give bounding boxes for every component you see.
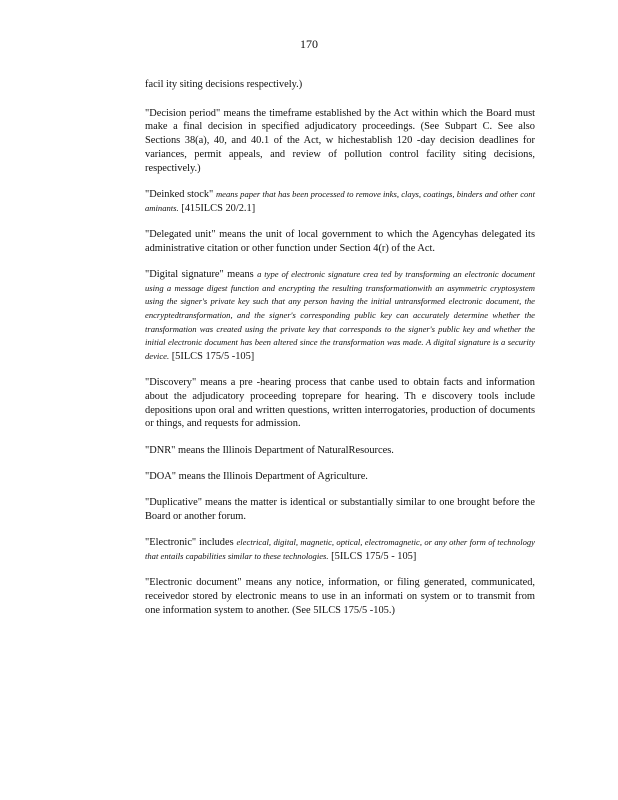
- definition-text: [415ILCS 20/2.1]: [181, 202, 256, 214]
- page-number: 170: [300, 37, 318, 51]
- definition-paragraph: [145, 536, 535, 563]
- definition-paragraph: [145, 107, 535, 176]
- quoted-statute-text: means paper that has been processed to remove inks, clays, coatings, binders and other cont aminants.: [145, 188, 535, 213]
- definition-paragraph: [145, 576, 535, 617]
- definition-term: "Electronic": [145, 537, 197, 549]
- continuation-text: facil ity siting decisions respectively.): [145, 79, 303, 90]
- definition-term: "Deinked stock": [145, 188, 214, 200]
- definition-text: means the timeframe established by the Act within which the Board must make a final decision in specified adjudicatory proceedings. (See Subpart C. See also Sections 38(a), 40, and 40.1 of the Act, w hichestablish 120 -day decision deadlines for variances, permit appeals, and review of pollution control facility siting decisions, respectively.): [145, 107, 536, 174]
- definition-text: means any notice, information, or filing generated, communicated, receivedor stored by electronic means to use in an informati on system or to transmit from one information system to another. (See 5ILCS 175/5 -105.): [145, 577, 536, 616]
- quoted-statute-text: electrical, digital, magnetic, optical, electromagnetic, or any other form of technology that entails capabilities similar to these technologies.: [145, 537, 535, 562]
- definitions-body: [145, 78, 535, 630]
- definition-term: "DNR": [145, 444, 176, 456]
- quoted-statute-text: a type of electronic signature crea ted by transforming an electronic document using a message digest function and encrypting the resulting transformationwith an asymmetric cryptosystem using the signer's private key such that any person having the initial untransformed electronic document, the encryptedtransformation, and the signer's corresponding public key can accurately determine whether the transformation was created using the private key that corresponds to the signer's public key and whether the initial electronic document has been altered since the transformation was made. A digital signature is a security device.: [145, 268, 535, 362]
- definition-paragraph: [145, 496, 535, 523]
- definition-paragraph: [145, 376, 535, 431]
- definition-text: [5ILCS 175/5 -105]: [171, 351, 255, 363]
- definition-paragraph: [145, 268, 535, 364]
- definition-term: "Digital signature": [145, 268, 224, 280]
- definition-term: "Delegated unit": [145, 228, 216, 240]
- definition-text: means a pre -hearing process that canbe used to obtain facts and information about the adjudicatory proceeding toprepare for hearing. Th e discovery tools include depositions upon oral and written questions, written interrogatories, production of documents or things, and requests for admission.: [145, 377, 535, 430]
- definition-text: means the Illinois Department of NaturalResources.: [178, 444, 394, 456]
- definition-term: "Electronic document": [145, 577, 242, 589]
- definition-paragraph: [145, 228, 535, 255]
- definition-text: means the Illinois Department of Agriculture.: [178, 471, 368, 483]
- definition-term: "Duplicative": [145, 497, 202, 509]
- definition-paragraph: [145, 444, 535, 458]
- definition-text: includes: [199, 537, 234, 549]
- definition-paragraph: [145, 470, 535, 484]
- definition-text: [5ILCS 175/5 - 105]: [331, 551, 417, 563]
- definition-term: "Decision period": [145, 107, 221, 119]
- definition-term: "Discovery": [145, 377, 197, 389]
- definition-term: "DOA": [145, 471, 176, 483]
- definition-text: means the unit of local government to which the Agencyhas delegated its administrative citation or other function under Section 4(r) of the Act.: [145, 228, 535, 254]
- definition-text: means: [227, 268, 254, 280]
- definition-paragraph: [145, 188, 535, 215]
- definition-text: means the matter is identical or substantially similar to one brought before the Board or another forum.: [145, 497, 535, 523]
